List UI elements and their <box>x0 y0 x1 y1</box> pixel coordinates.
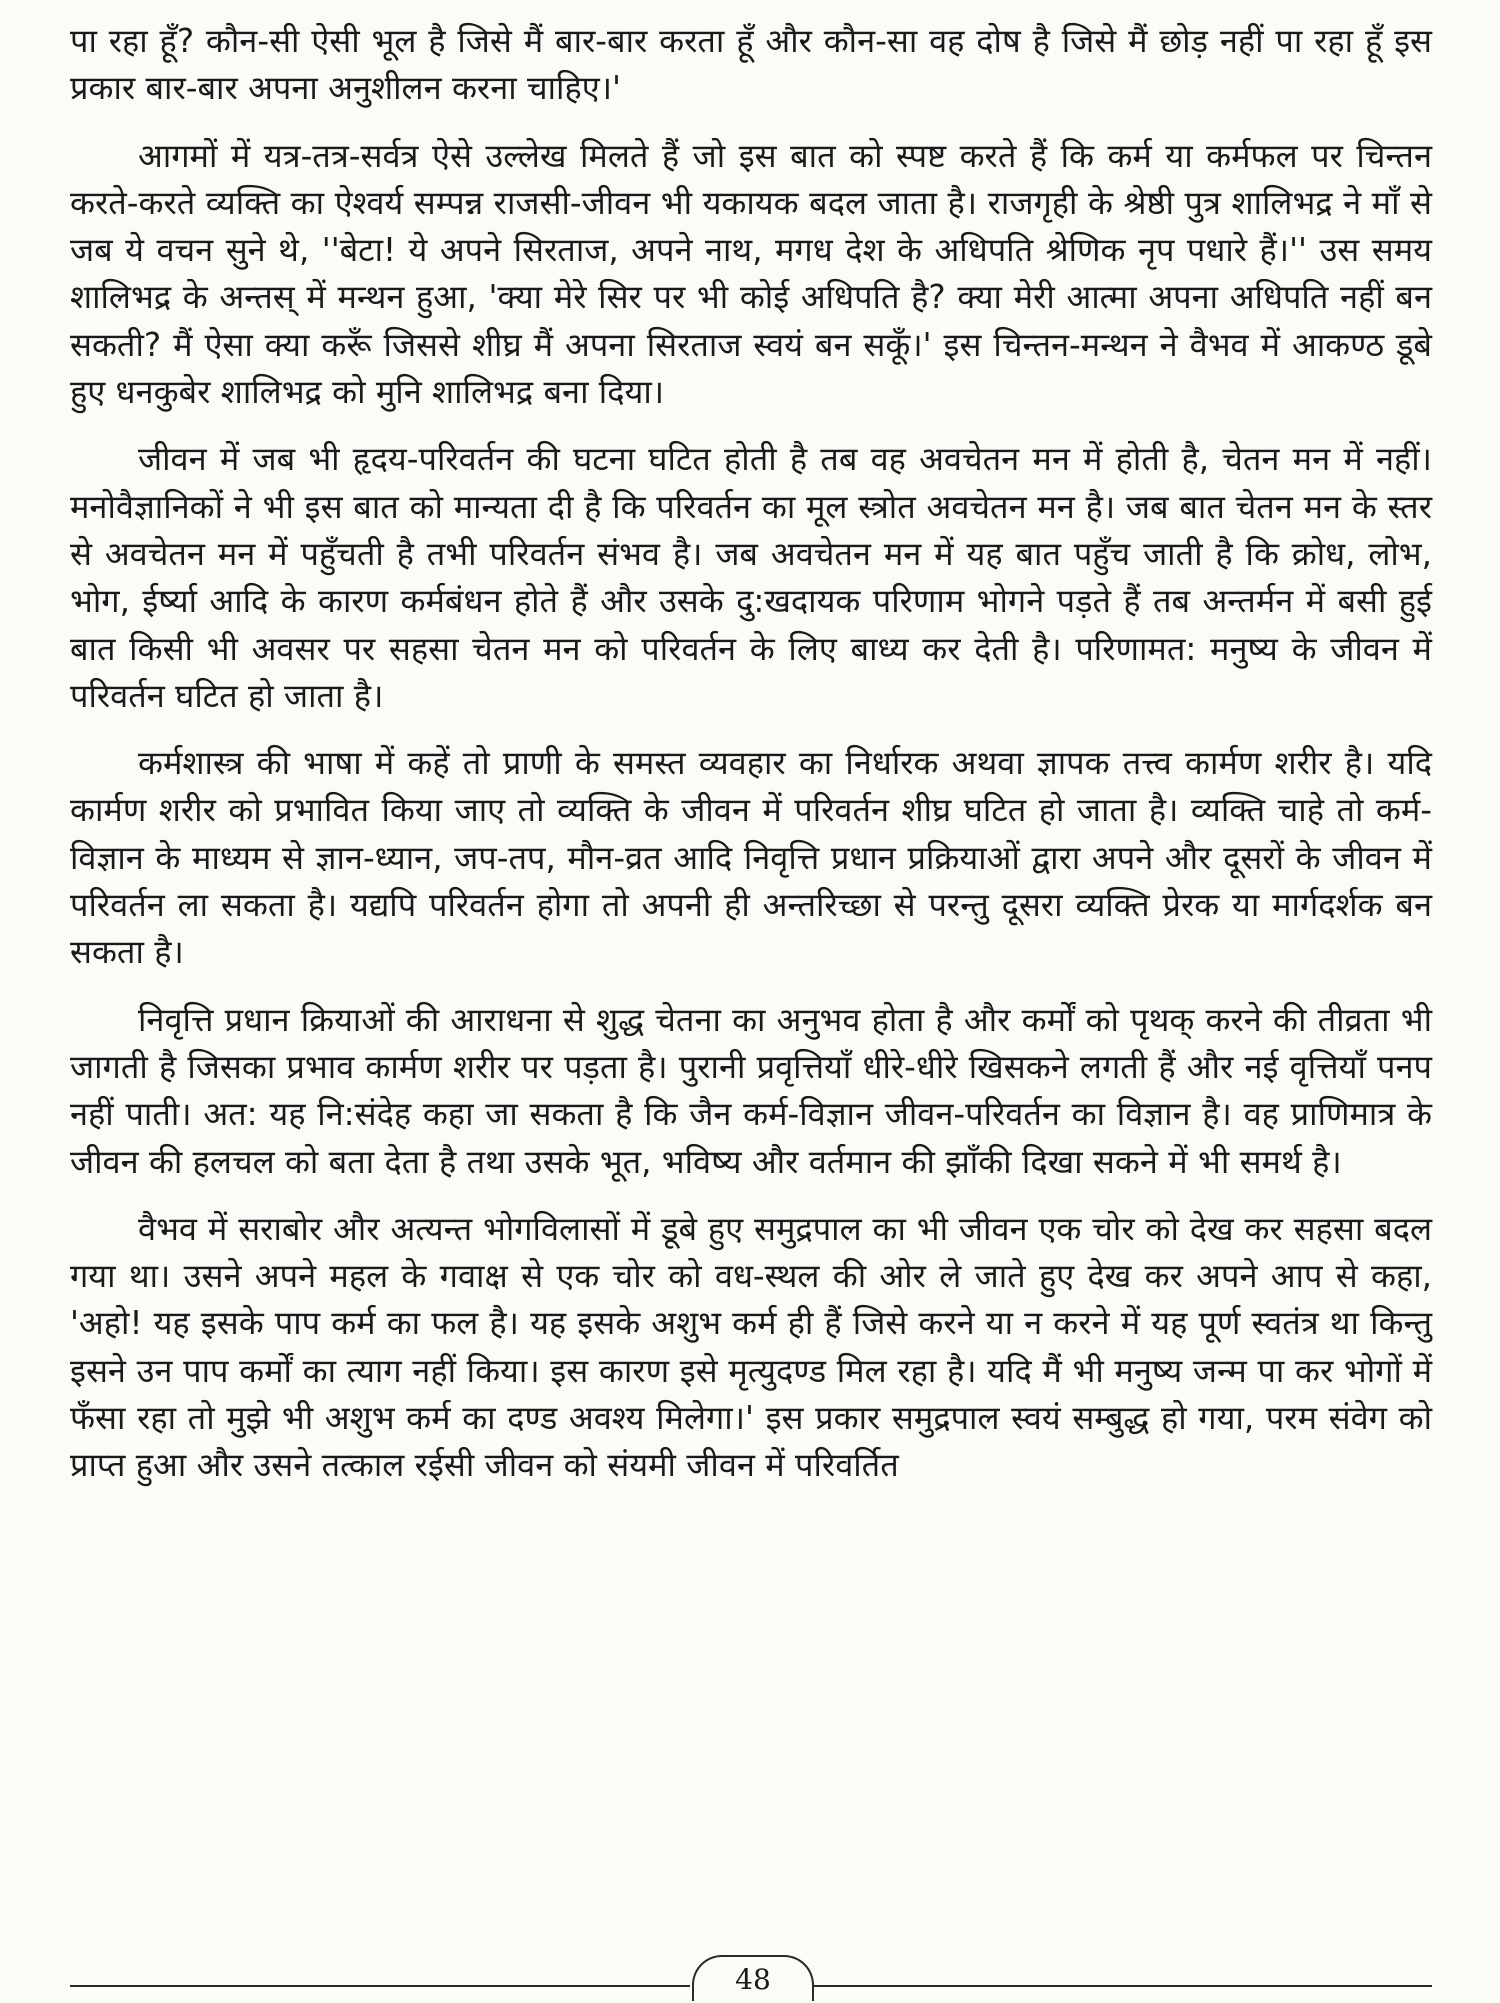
paragraph-2: आगमों में यत्र-तत्र-सर्वत्र ऐसे उल्लेख मिलते हैं जो इस बात को स्पष्ट करते हैं कि कर्म या कर्मफल पर चिन्तन करते-करते व्यक्ति का ऐश्वर्य सम्पन्न राजसी-जीवन भी यकायक बदल जाता है। राजगृही के श्रेष्ठी पुत्र शालिभद्र ने माँ से जब ये वचन सुने थे, ''बेटा! ये अपने सिरताज, अपने नाथ, मगध देश के अधिपति श्रेणिक नृप पधारे हैं।'' उस समय शालिभद्र के अन्तस् में मन्थन हुआ, 'क्या मेरे सिर पर भी कोई अधिपति है? क्या मेरी आत्मा अपना अधिपति नहीं बन सकती? मैं ऐसा क्या करूँ जिससे शीघ्र मैं अपना सिरताज स्वयं बन सकूँ।' इस चिन्तन-मन्थन ने वैभव में आकण्ठ डूबे हुए धनकुबेर शालिभद्र को मुनि शालिभद्र बना दिया। <box>70 136 1432 412</box>
page-body <box>70 18 1432 1510</box>
paragraph-5: निवृत्ति प्रधान क्रियाओं की आराधना से शुद्ध चेतना का अनुभव होता है और कर्मों को पृथक् करने की तीव्रता भी जागती है जिसका प्रभाव कार्मण शरीर पर पड़ता है। पुरानी प्रवृत्तियाँ धीरे-धीरे खिसकने लगती हैं और नई वृत्तियाँ पनप नहीं पाती। अत: यह नि:संदेह कहा जा सकता है कि जैन कर्म-विज्ञान जीवन-परिवर्तन का विज्ञान है। वह प्राणिमात्र के जीवन की हलचल को बता देता है तथा उसके भूत, भविष्य और वर्तमान की झाँकी दिखा सकने में भी समर्थ है। <box>70 1000 1432 1181</box>
footer-rule-right <box>812 1985 1432 1987</box>
page-number: 48 <box>692 1955 814 2001</box>
paragraph-3: जीवन में जब भी हृदय-परिवर्तन की घटना घटित होती है तब वह अवचेतन मन में होती है, चेतन मन में नहीं। मनोवैज्ञानिकों ने भी इस बात को मान्यता दी है कि परिवर्तन का मूल स्त्रोत अवचेतन मन है। जब बात चेतन मन के स्तर से अवचेतन मन में पहुँचती है तभी परिवर्तन संभव है। जब अवचेतन मन में यह बात पहुँच जाती है कि क्रोध, लोभ, भोग, ईर्ष्या आदि के कारण कर्मबंधन होते हैं और उसके दु:खदायक परिणाम भोगने पड़ते हैं तब अन्तर्मन में बसी हुई बात किसी भी अवसर पर सहसा चेतन मन को परिवर्तन के लिए बाध्य कर देती है। परिणामत: मनुष्य के जीवन में परिवर्तन घटित हो जाता है। <box>70 440 1432 715</box>
page-footer <box>70 1955 1432 1999</box>
paragraph-6: वैभव में सराबोर और अत्यन्त भोगविलासों में डूबे हुए समुद्रपाल का भी जीवन एक चोर को देख कर सहसा बदल गया था। उसने अपने महल के गवाक्ष से एक चोर को वध-स्थल की ओर ले जाते हुए देख कर अपने आप से कहा, 'अहो! यह इसके पाप कर्म का फल है। यह इसके अशुभ कर्म ही हैं जिसे करने या न करने में यह पूर्ण स्वतंत्र था किन्तु इसने उन पाप कर्मों का त्याग नहीं किया। इस कारण इसे मृत्युदण्ड मिल रहा है। यदि मैं भी मनुष्य जन्म पा कर भोगों में फँसा रहा तो मुझे भी अशुभ कर्म का दण्ड अवश्य मिलेगा।' इस प्रकार समुद्रपाल स्वयं सम्बुद्ध हो गया, परम संवेग को प्राप्त हुआ और उसने तत्काल रईसी जीवन को संयमी जीवन में परिवर्तित <box>70 1209 1432 1485</box>
paragraph-1: पा रहा हूँ? कौन-सी ऐसी भूल है जिसे मैं बार-बार करता हूँ और कौन-सा वह दोष है जिसे मैं छोड़ नहीं पा रहा हूँ इस प्रकार बार-बार अपना अनुशीलन करना चाहिए।' <box>70 22 1432 108</box>
paragraph-4: कर्मशास्त्र की भाषा में कहें तो प्राणी के समस्त व्यवहार का निर्धारक अथवा ज्ञापक तत्त्व कार्मण शरीर है। यदि कार्मण शरीर को प्रभावित किया जाए तो व्यक्ति के जीवन में परिवर्तन शीघ्र घटित हो जाता है। व्यक्ति चाहे तो कर्म-विज्ञान के माध्यम से ज्ञान-ध्यान, जप-तप, मौन-व्रत आदि निवृत्ति प्रधान प्रक्रियाओं द्वारा अपने और दूसरों के जीवन में परिवर्तन ला सकता है। यद्यपि परिवर्तन होगा तो अपनी ही अन्तरिच्छा से परन्तु दूसरा व्यक्ति प्रेरक या मार्गदर्शक बन सकता है। <box>70 744 1432 972</box>
footer-rule-left <box>70 1985 690 1987</box>
